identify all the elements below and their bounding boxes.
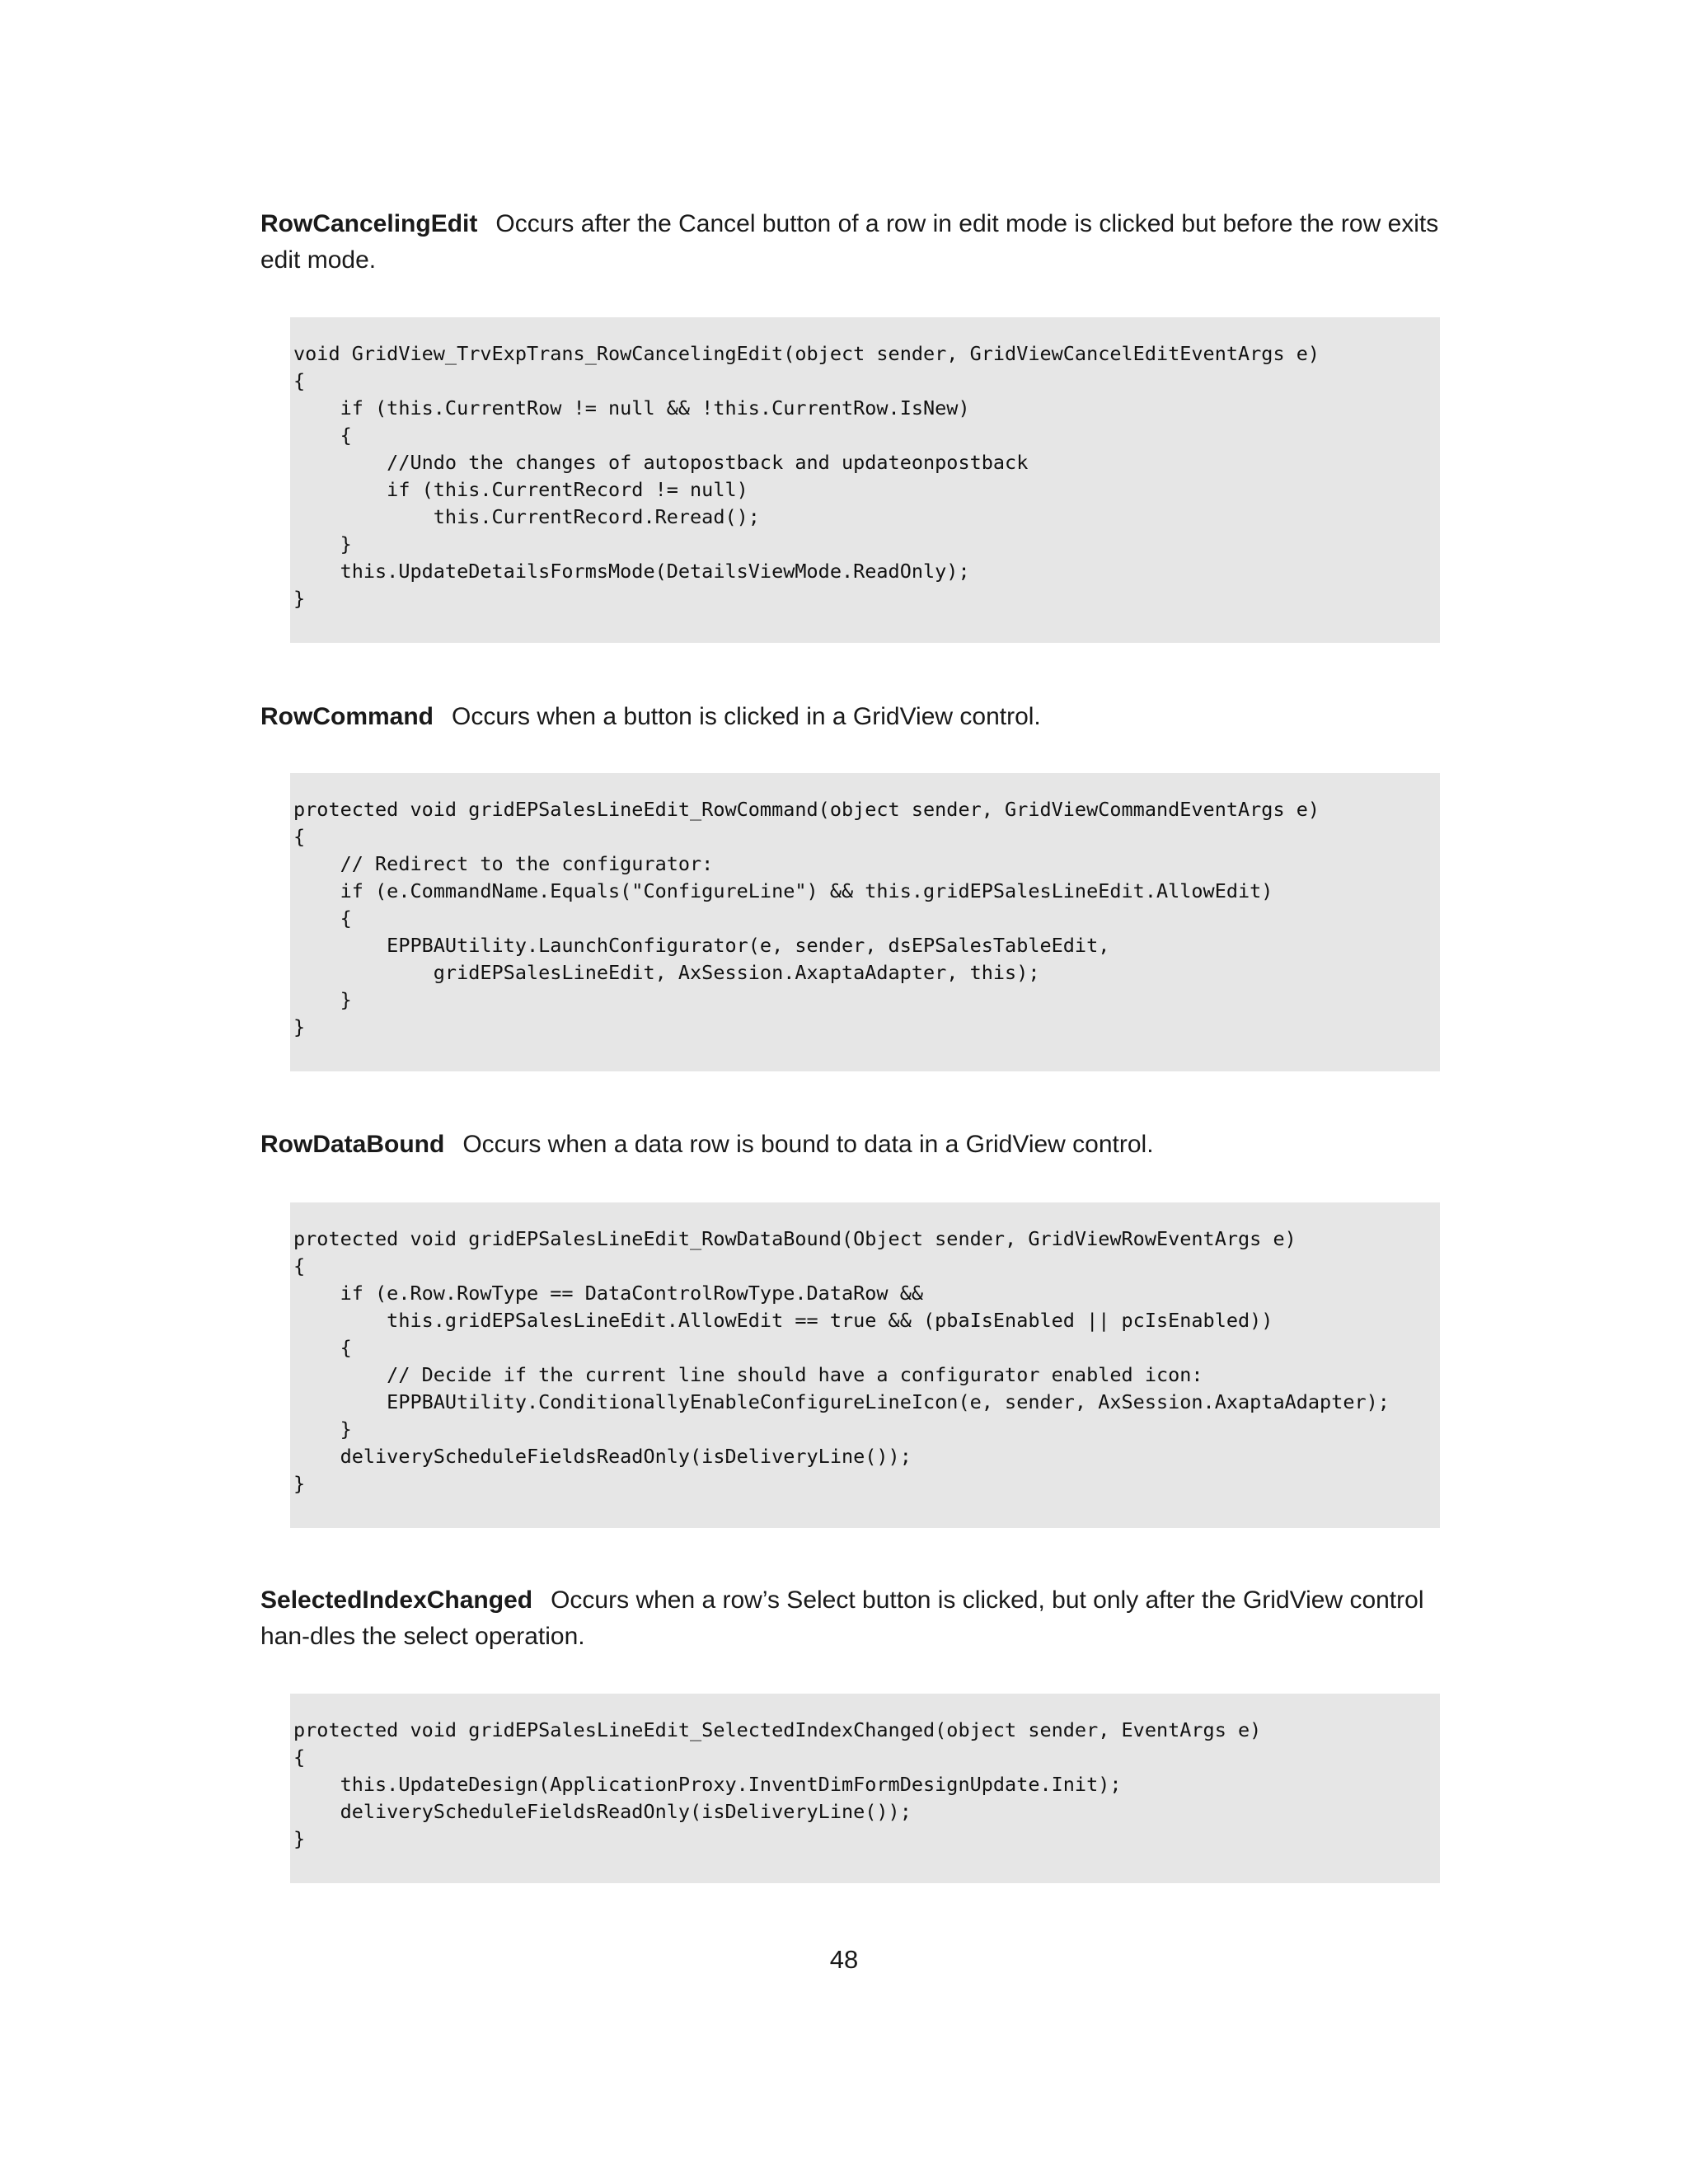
entry-description: Occurs when a button is clicked in a GridView control. — [452, 703, 1041, 730]
code-block-selected-index-changed: protected void gridEPSalesLineEdit_SelectedIndexChanged(object sender, EventArgs e) { this.UpdateDesign(ApplicationProxy.InventDimFormDesignUpdate.Init); deliveryScheduleFieldsReadOnly(isDeliveryLine()); } — [290, 1694, 1440, 1883]
entry-description: Occurs when a data row is bound to data in a GridView control. — [462, 1131, 1154, 1158]
entry-term: RowDataBound — [260, 1131, 445, 1158]
entry-selected-index-changed — [260, 1582, 1472, 1655]
entry-description-paragraph — [260, 206, 1472, 279]
entry-row-command — [260, 699, 1472, 735]
page-number: 48 — [829, 1945, 859, 1974]
entry-term: RowCommand — [260, 703, 434, 730]
entry-term: RowCancelingEdit — [260, 210, 478, 237]
entry-description: Occurs when a row’s Select button is clicked, but only after the GridView control han-dles the select operation. — [260, 1586, 1424, 1650]
entry-description: Occurs after the Cancel button of a row in edit mode is clicked but before the row exits edit mode. — [260, 210, 1439, 274]
entry-description-paragraph — [260, 699, 1472, 735]
code-block-row-canceling-edit: void GridView_TrvExpTrans_RowCancelingEdit(object sender, GridViewCancelEditEventArgs e) { if (this.CurrentRow != null && !this.CurrentRow.IsNew) { //Undo the changes of autopostback and updateonpostback if (this.CurrentRecord != null) this.CurrentRecord.Reread(); } this.UpdateDetailsFormsMode(DetailsViewMode.ReadOnly); } — [290, 317, 1440, 643]
code-block-row-command: protected void gridEPSalesLineEdit_RowCommand(object sender, GridViewCommandEventArgs e) { // Redirect to the configurator: if (e.CommandName.Equals("ConfigureLine") && this.gridEPSalesLineEdit.AllowEdit) { EPPBAUtility.LaunchConfigurator(e, sender, dsEPSalesTableEdit, gridEPSalesLineEdit, AxSession.AxaptaAdapter, this); } } — [290, 773, 1440, 1071]
code-block-row-data-bound: protected void gridEPSalesLineEdit_RowDataBound(Object sender, GridViewRowEventArgs e) { if (e.Row.RowType == DataControlRowType.DataRow && this.gridEPSalesLineEdit.AllowEdit == true && (pbaIsEnabled || pcIsEnabled)) { // Decide if the current line should have a configurator enabled icon: EPPBAUtility.ConditionallyEnableConfigureLineIcon(e, sender, AxSession.AxaptaAdapter); } deliveryScheduleFieldsReadOnly(isDeliveryLine()); } — [290, 1202, 1440, 1528]
entry-description-paragraph — [260, 1127, 1472, 1163]
entry-term: SelectedIndexChanged — [260, 1586, 533, 1614]
entry-row-data-bound — [260, 1127, 1472, 1163]
entry-row-canceling-edit — [260, 206, 1472, 279]
entry-description-paragraph — [260, 1582, 1472, 1655]
